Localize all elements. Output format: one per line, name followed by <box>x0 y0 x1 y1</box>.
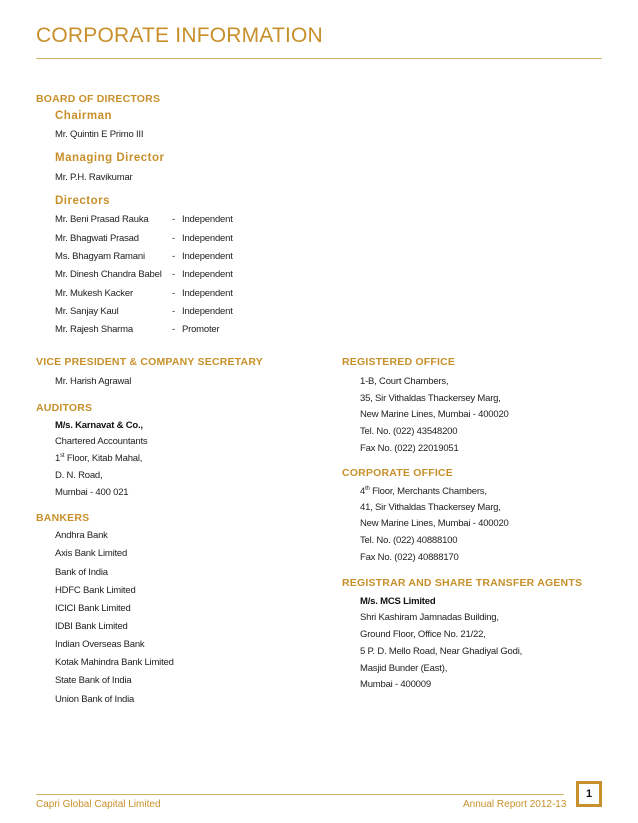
bank-item: Bank of India <box>55 567 108 578</box>
registered-heading: REGISTERED OFFICE <box>342 356 456 368</box>
bank-item: Axis Bank Limited <box>55 548 128 559</box>
director-dash: - <box>172 269 175 280</box>
auditor-line: D. N. Road, <box>55 470 103 481</box>
director-dash: - <box>172 251 175 262</box>
page-title: CORPORATE INFORMATION <box>36 24 323 47</box>
director-name: Mr. Mukesh Kacker <box>55 288 133 299</box>
bank-item: HDFC Bank Limited <box>55 585 136 596</box>
registrar-line: Masjid Bunder (East), <box>360 663 448 674</box>
md-label: Managing Director <box>55 152 165 164</box>
footer-divider <box>36 794 564 795</box>
bankers-heading: BANKERS <box>36 512 90 524</box>
registered-line: 35, Sir Vithaldas Thackersey Marg, <box>360 393 501 404</box>
director-role: Promoter <box>182 324 220 335</box>
registrar-line: 5 P. D. Mello Road, Near Ghadiyal Godi, <box>360 646 523 657</box>
director-name: Mr. Dinesh Chandra Babel <box>55 269 162 280</box>
director-name: Mr. Rajesh Sharma <box>55 324 133 335</box>
chairman-name: Mr. Quintin E Primo III <box>55 129 144 140</box>
bank-item: Kotak Mahindra Bank Limited <box>55 657 174 668</box>
vp-heading: VICE PRESIDENT & COMPANY SECRETARY <box>36 356 263 368</box>
footer-report: Annual Report 2012-13 <box>463 799 567 810</box>
director-role: Independent <box>182 251 233 262</box>
director-role: Independent <box>182 269 233 280</box>
page-number: 1 <box>576 781 602 807</box>
bank-item: Andhra Bank <box>55 530 108 541</box>
director-role: Independent <box>182 288 233 299</box>
auditor-line: Mumbai - 400 021 <box>55 487 129 498</box>
director-name: Mr. Bhagwati Prasad <box>55 233 139 244</box>
corporate-address-floor: 4th Floor, Merchants Chambers, <box>360 486 487 498</box>
title-divider <box>36 58 602 59</box>
registrar-heading: REGISTRAR AND SHARE TRANSFER AGENTS <box>342 577 583 589</box>
director-name: Ms. Bhagyam Ramani <box>55 251 145 262</box>
director-dash: - <box>172 306 175 317</box>
registrar-line: Ground Floor, Office No. 21/22, <box>360 629 486 640</box>
director-dash: - <box>172 324 175 335</box>
registered-line: Fax No. (022) 22019051 <box>360 443 459 454</box>
bank-item: IDBI Bank Limited <box>55 621 128 632</box>
auditors-heading: AUDITORS <box>36 402 93 414</box>
auditor-address-floor: 1st Floor, Kitab Mahal, <box>55 453 143 465</box>
director-dash: - <box>172 233 175 244</box>
registrar-line: Shri Kashiram Jamnadas Building, <box>360 612 499 623</box>
corporate-heading: CORPORATE OFFICE <box>342 467 453 479</box>
bank-item: Indian Overseas Bank <box>55 639 145 650</box>
director-dash: - <box>172 288 175 299</box>
director-dash: - <box>172 214 175 225</box>
board-heading: BOARD OF DIRECTORS <box>36 93 161 105</box>
vp-name: Mr. Harish Agrawal <box>55 376 132 387</box>
bank-item: Union Bank of India <box>55 694 135 705</box>
director-role: Independent <box>182 306 233 317</box>
bank-item: ICICI Bank Limited <box>55 603 131 614</box>
corporate-line: Tel. No. (022) 40888100 <box>360 535 458 546</box>
registered-line: New Marine Lines, Mumbai - 400020 <box>360 409 509 420</box>
auditor-firm: M/s. Karnavat & Co., <box>55 420 143 431</box>
director-name: Mr. Sanjay Kaul <box>55 306 119 317</box>
md-name: Mr. P.H. Ravikumar <box>55 172 133 183</box>
registered-line: Tel. No. (022) 43548200 <box>360 426 458 437</box>
registrar-firm: M/s. MCS Limited <box>360 596 436 607</box>
corporate-line: Fax No. (022) 40888170 <box>360 552 459 563</box>
director-role: Independent <box>182 214 233 225</box>
registered-line: 1-B, Court Chambers, <box>360 376 449 387</box>
corporate-line: 41, Sir Vithaldas Thackersey Marg, <box>360 502 501 513</box>
auditor-line: Chartered Accountants <box>55 436 148 447</box>
registrar-line: Mumbai - 400009 <box>360 679 431 690</box>
director-name: Mr. Beni Prasad Rauka <box>55 214 149 225</box>
director-role: Independent <box>182 233 233 244</box>
chairman-label: Chairman <box>55 110 113 122</box>
corporate-line: New Marine Lines, Mumbai - 400020 <box>360 518 509 529</box>
footer-company: Capri Global Capital Limited <box>36 799 161 810</box>
bank-item: State Bank of India <box>55 675 132 686</box>
directors-label: Directors <box>55 195 110 207</box>
